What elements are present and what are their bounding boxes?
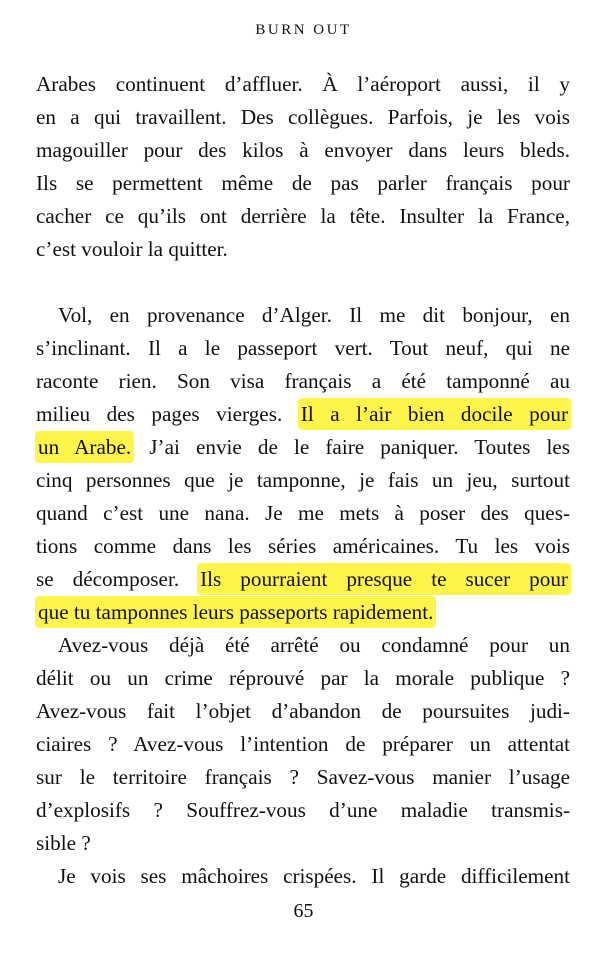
- body-text: [36, 68, 570, 893]
- text-line: ciaires ? Avez-vous l’intention de préparer un attentat: [36, 732, 570, 756]
- text-line: cinq personnes que je tamponne, je fais un jeu, surtout: [36, 468, 570, 492]
- text-line: magouiller pour des kilos à envoyer dans leurs bleds.: [36, 138, 570, 162]
- text-line: délit ou un crime réprouvé par la morale publique ?: [36, 666, 570, 690]
- highlighted-text: Il a l’air bien docile pour: [299, 399, 570, 429]
- highlighted-text: que tu tamponnes leurs passeports rapidement.: [36, 597, 435, 627]
- text-span: se décomposer.: [36, 567, 180, 591]
- text-line: Vol, en provenance d’Alger. Il me dit bonjour, en: [58, 303, 570, 327]
- text-line: sible ?: [36, 831, 91, 855]
- highlighted-text: un Arabe.: [36, 432, 133, 462]
- text-line: tions comme dans les séries américaines. Tu les vois: [36, 534, 570, 558]
- text-line: en a qui travaillent. Des collègues. Parfois, je les vois: [36, 105, 570, 129]
- text-line: Avez-vous fait l’objet d’abandon de poursuites judi-: [36, 699, 570, 723]
- text-line: Arabes continuent d’affluer. À l’aéroport aussi, il y: [36, 72, 570, 96]
- text-line: Ils se permettent même de pas parler français pour: [36, 171, 570, 195]
- text-line: cacher ce qu’ils ont derrière la tête. Insulter la France,: [36, 204, 570, 228]
- text-line: [36, 596, 570, 629]
- text-line: Je vois ses mâchoires crispées. Il garde difficilement: [58, 864, 570, 888]
- text-line: quand c’est une nana. Je me mets à poser des ques-: [36, 501, 570, 525]
- text-line: c’est vouloir la quitter.: [36, 237, 228, 261]
- text-span: milieu des pages vierges.: [36, 402, 283, 426]
- text-line: raconte rien. Son visa français a été tamponné au: [36, 369, 570, 393]
- text-line: Avez-vous déjà été arrêté ou condamné pour un: [58, 633, 570, 657]
- paragraph-gap: [36, 266, 570, 299]
- text-line: s’inclinant. Il a le passeport vert. Tout neuf, qui ne: [36, 336, 570, 360]
- highlighted-text: Ils pourraient presque te sucer pour: [198, 564, 570, 594]
- page-number: 65: [293, 900, 314, 922]
- text-line: [36, 563, 570, 596]
- text-line: [36, 398, 570, 431]
- text-line: d’explosifs ? Souffrez-vous d’une maladie transmis-: [36, 798, 570, 822]
- text-span: J’ai envie de le faire paniquer. Toutes les: [149, 435, 571, 459]
- text-line: sur le territoire français ? Savez-vous manier l’usage: [36, 765, 570, 789]
- running-head: BURN OUT: [255, 22, 352, 38]
- text-line: [36, 431, 570, 464]
